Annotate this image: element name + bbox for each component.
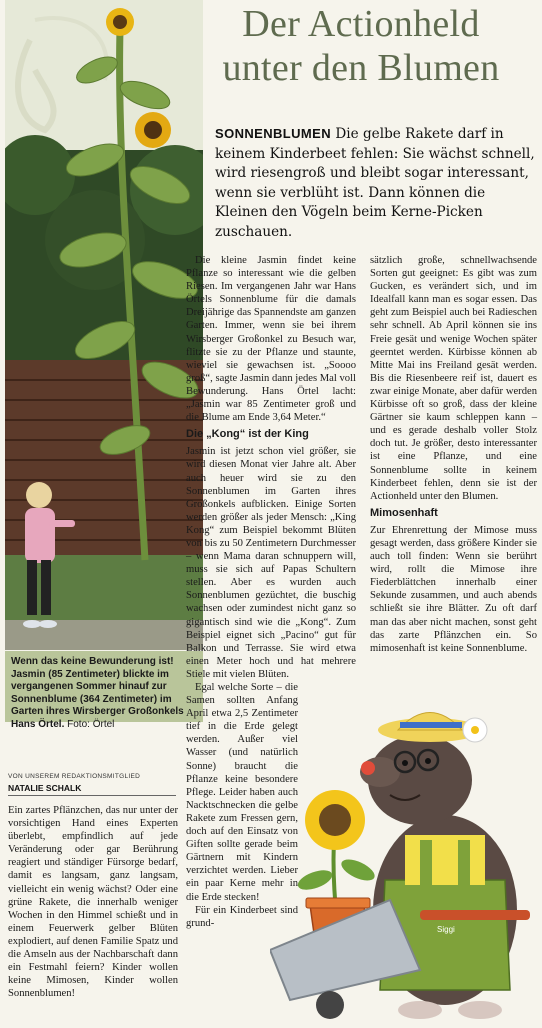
headline-line-2: unter den Blumen	[222, 47, 500, 89]
mole-gardener-illustration	[270, 700, 542, 1024]
subheading-mimosenhaft: Mimosenhaft	[370, 506, 438, 519]
article-paragraph: Ein zartes Pflänzchen, das nur unter der vorsichtigen Hand eines Experten überlebt, empfindlich auf jede Veränderung oder gar Berührung reagiert und ständiger Fürsorge bedarf, damit es langsam, ganz langsam, vielleicht ein wenig wächst? Oder eine grüne Rakete, die innerhalb weniger Wochen in den Himmel schießt und in einem Feuerwerk gelber Blüten explodiert, auf denen Familie Spatz und die Amseln aus der Nachbarschaft dann ein Festmahl feiern? Kinder wollen keine Mimosen, Kinder wollen Sonnenblumen!	[8, 805, 178, 1000]
article-column-right	[370, 254, 537, 655]
article-paragraph: sätzlich große, schnellwachsende Sorten gut geeignet: Es gibt was zum Gucken, es verändert sich, und im Idealfall kann man es sogar essen. Das geht zum Beispiel auch bei Radieschen sehr schnell. Ab April können sie ins Freie gesät und wenige Wochen später geerntet werden. Kürbisse können ab Mitte Mai ins Freiland gesät werden. Bis die Riesenbeere reif ist, dauert es zwar einige Monate, aber dafür werden Kürbisse oft so groß, dass der kleine Gärtner sie kaum schleppen kann – und es gerade deshalb voller Stolz doch tut. Je größer, desto interessanter ist eine Pflanze, und eine Sonnenblume sollte in keinem Kinderbeet fehlen, denn sie ist der Actionheld unter den Blumen.	[370, 255, 537, 502]
photo-credit: Foto: Örtel	[67, 718, 115, 730]
garden-photo	[5, 0, 203, 650]
byline-label: VON UNSEREM REDAKTIONSMITGLIED	[8, 773, 141, 780]
lead-kicker: SONNENBLUMEN	[215, 126, 332, 141]
photo-caption-text: Wenn das keine Bewunderung ist! Jasmin (85 Zentimeter) blickte im vergangenen Sommer hinauf zur Sonnenblume (364 Zentimeter) im Garten ihres Wirsberger Großonkels Hans Örtel.	[11, 656, 184, 730]
article-paragraph: Jasmin ist jetzt schon viel größer, sie wird diesen Monat vier Jahre alt. Aber auch heuer wird sie zu den Sonnenblumen im Garten ihres Großonkels aufblicken. Einige Sorten werden größer als jeder Mensch: „King Kong“ zum Beispiel bekommt Blüten von bis zu 50 Zentimetern Durchmesser – wenn Mama daran schnuppern will, muss sie sich auf Papas Schultern stellen. Aber es wurden auch Sonnenblumen gezüchtet, die buschig wachsen oder zumindest nicht ganz so gigantisch sind wie die „Kong“. Zum Beispiel eignet sich „Pacino“ gut für Balkon und Terrasse. Sie wird etwa einen Meter hoch und hat mehrere Stiele mit vielen Blüten.	[186, 446, 356, 680]
byline-rule	[8, 795, 176, 796]
byline-author: NATALIE SCHALK	[8, 783, 82, 793]
mole-illustration	[270, 700, 542, 1024]
article-column-left	[8, 804, 178, 1000]
article-paragraph: Für ein Kinderbeet sind grund-	[186, 904, 298, 929]
article-paragraph: Die kleine Jasmin findet keine Pflanze so interessant wie die gelben Riesen. Im vergangenen Jahr war Hans Örtels Sonnenblume für die damals Dreijährige das Spannendste am ganzen Garten. Immer, wenn sie bei ihrem Wirsberger Großonkel zu Besuch war, flitzte sie zu der Pflanze und staunte, wieviel sie gewachsen ist. „Soooo groß“, sagte Jasmin dann jedes Mal voll Bewunderung. Hans Örtel lacht: „Jasmin war 85 Zentimeter groß und die Blume am Ende 3,64 Meter.“	[186, 255, 356, 424]
article-paragraph: Zur Ehrenrettung der Mimose muss gesagt werden, dass größere Kinder sie auch toll finden: Wenn sie berührt wird, rollt die Mimose ihre Fiederblättchen innerhalb einer Sekunde zusammen, und auch abends schließt sie ihre Blätter. Zu oft darf man das aber nicht machen, sonst geht das zarte Pflänzchen ein. So mimosenhaft ist keine Sonnenblume.	[370, 524, 537, 654]
photo-caption	[5, 651, 203, 730]
article-paragraph: Egal welche Sorte – die Samen sollten Anfang April etwa 2,5 Zentimeter tief in die Erde gelegt werden. Außer viel Wasser (und natürlich Sonne) braucht die Pflanze keine besondere Pflege. Leider haben auch Nacktschnecken die gelbe Rakete zum Fressen gern, doch auf den Einsatz von Giften sollte gerade beim Gärtnern mit Kindern verzichtet werden. Lieber ein paar Kerne mehr in die Erde stecken!	[186, 682, 298, 903]
lead-text: Die gelbe Rakete darf in keinem Kinderbeet fehlen: Sie wächst schnell, wird riesengroß und bleibt sogar interessant, wenn sie verblüht ist. Dann können die Kleinen den Vögeln beim Kerne-Picken zuschauen.	[215, 126, 535, 240]
sunflower-girl-illustration	[5, 0, 203, 650]
headline-line-1: Der Actionheld	[242, 3, 480, 45]
headline	[180, 2, 542, 90]
mole-name-label: Siggi	[437, 925, 455, 934]
subheading-kong: Die „Kong“ ist der King	[186, 428, 309, 441]
lead-paragraph	[215, 124, 537, 242]
